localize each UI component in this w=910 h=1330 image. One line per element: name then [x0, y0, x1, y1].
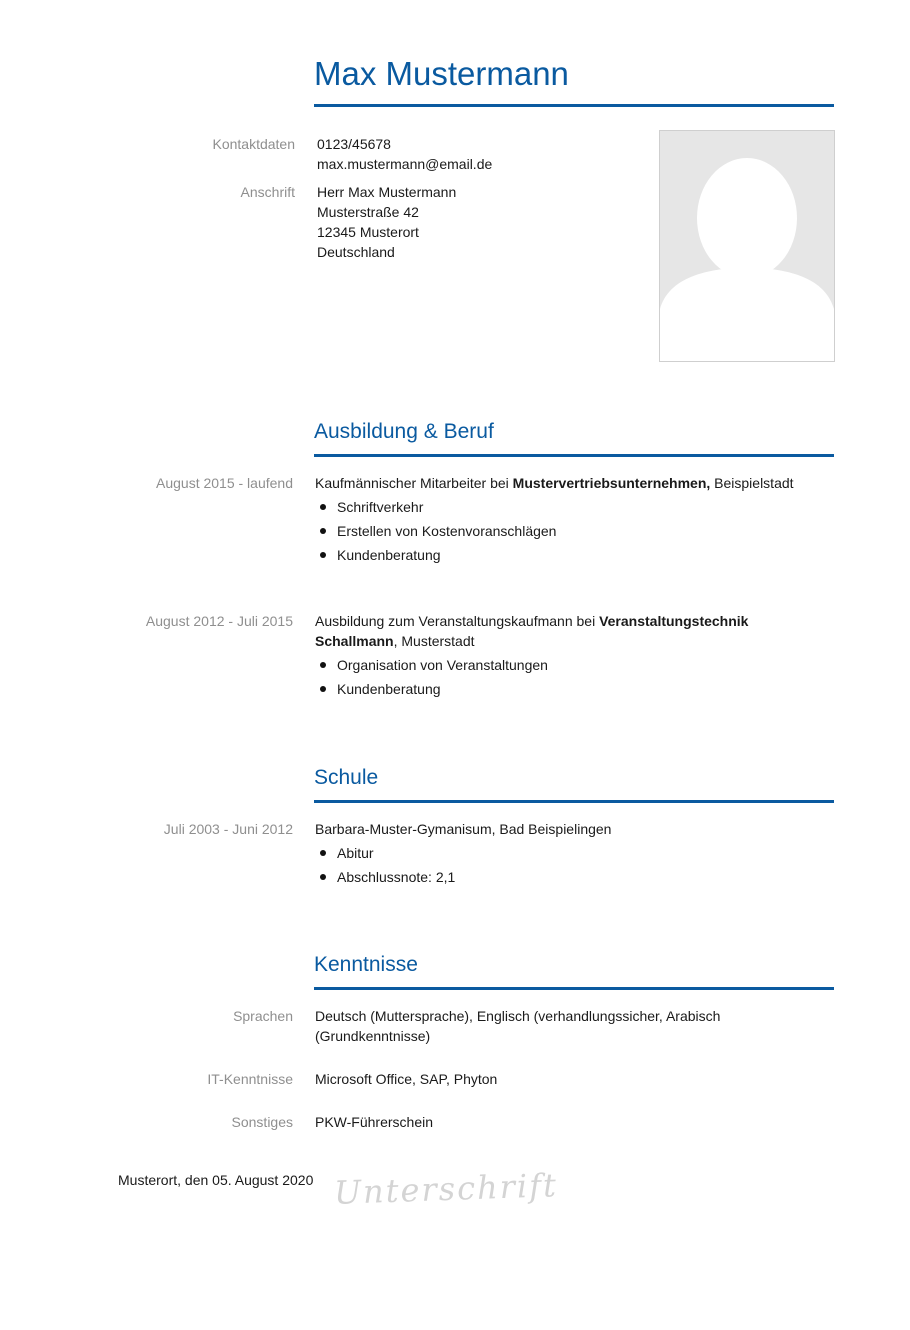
address-label: Anschrift — [240, 184, 295, 200]
title-divider — [314, 104, 834, 107]
profile-photo — [659, 130, 835, 362]
section-divider — [314, 800, 834, 803]
person-silhouette-icon — [660, 131, 834, 361]
section-heading-school: Schule — [314, 766, 379, 789]
skill-value: Microsoft Office, SAP, Phyton — [315, 1071, 498, 1087]
list-item: Kundenberatung — [315, 543, 556, 567]
email-address: max.mustermann@email.de — [317, 156, 493, 172]
skill-label: Sprachen — [233, 1008, 293, 1024]
entry-description: Barbara-Muster-Gymanisum, Bad Beispielingen — [315, 821, 612, 837]
address-line: Herr Max Mustermann — [317, 184, 457, 200]
section-heading-skills: Kenntnisse — [314, 953, 418, 976]
entry-date: August 2015 - laufend — [156, 475, 293, 491]
skill-value: PKW-Führerschein — [315, 1114, 434, 1130]
signature: Unterschrift — [333, 1166, 559, 1212]
address-line: Deutschland — [317, 244, 395, 260]
list-item: Abschlussnote: 2,1 — [315, 865, 455, 889]
address-line: 12345 Musterort — [317, 224, 419, 240]
list-item: Organisation von Veranstaltungen — [315, 653, 548, 677]
address-line: Musterstraße 42 — [317, 204, 419, 220]
list-item: Abitur — [315, 841, 455, 865]
section-heading-career: Ausbildung & Beruf — [314, 420, 494, 443]
section-divider — [314, 454, 834, 457]
list-item: Erstellen von Kostenvoranschlägen — [315, 519, 556, 543]
entry-date: August 2012 - Juli 2015 — [145, 613, 293, 629]
skill-label: IT-Kenntnisse — [207, 1071, 293, 1087]
list-item: Schriftverkehr — [315, 495, 556, 519]
entry-bullet-list — [315, 653, 548, 701]
entry-bullet-list — [315, 495, 556, 567]
entry-description: Ausbildung zum Veranstaltungskaufmann bei Veranstaltungstechnik Schallmann, Musterstadt — [315, 613, 749, 649]
phone-number: 0123/45678 — [317, 136, 391, 152]
page-title: Max Mustermann — [314, 55, 569, 92]
entry-description: Kaufmännischer Mitarbeiter bei Mustervertriebsunternehmen, Beispielstadt — [315, 475, 794, 491]
skill-label: Sonstiges — [231, 1114, 293, 1130]
contact-label: Kontaktdaten — [212, 136, 295, 152]
entry-date: Juli 2003 - Juni 2012 — [163, 821, 293, 837]
list-item: Kundenberatung — [315, 677, 548, 701]
place-date: Musterort, den 05. August 2020 — [118, 1172, 314, 1188]
entry-bullet-list — [315, 841, 455, 889]
section-divider — [314, 987, 834, 990]
skill-value: Deutsch (Muttersprache), Englisch (verhandlungssicher, Arabisch (Grundkenntnisse) — [315, 1008, 721, 1044]
